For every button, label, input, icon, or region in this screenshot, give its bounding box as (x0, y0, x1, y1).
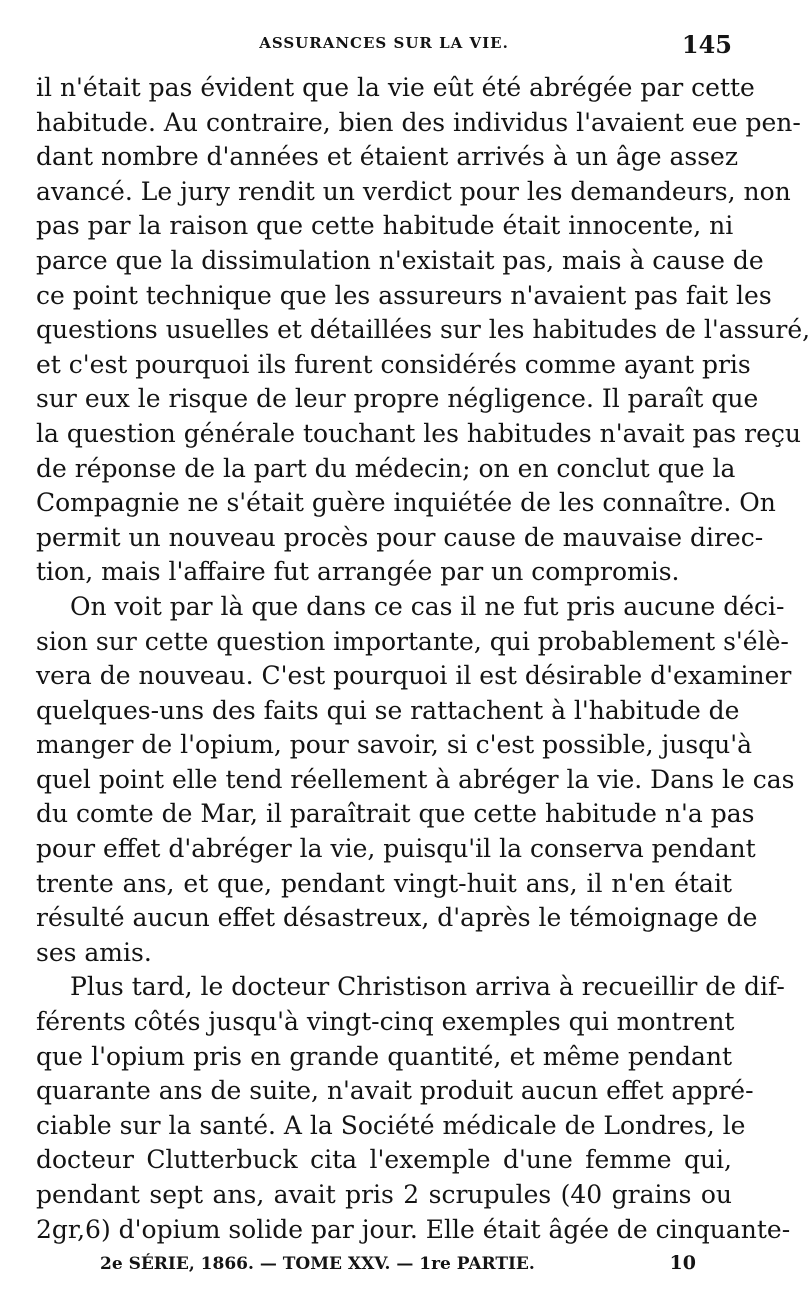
text-line: 2gr,6) d'opium solide par jour. Elle était âgée de cinquante- (36, 1214, 791, 1244)
text-line: que l'opium pris en grande quantité, et même pendant (36, 1041, 732, 1071)
text-line: et c'est pourquoi ils furent considérés comme ayant pris (36, 349, 751, 379)
text-line: Compagnie ne s'était guère inquiétée de les connaître. On (36, 488, 776, 518)
text-line: Plus tard, le docteur Christison arriva à recueillir de dif- (70, 972, 785, 1002)
text-line: quarante ans de suite, n'avait produit aucun effet appré- (36, 1076, 754, 1106)
running-title: ASSURANCES SUR LA VIE. (259, 34, 509, 52)
sheet-number: 10 (669, 1252, 696, 1274)
text-line: la question générale touchant les habitudes n'avait pas reçu (36, 418, 802, 448)
text-line: questions usuelles et détaillées sur les habitudes de l'assuré, (36, 315, 810, 345)
text-line: ses amis. (36, 937, 152, 967)
text-line: férents côtés jusqu'à vingt-cinq exemples qui montrent (36, 1007, 735, 1037)
text-line: habitude. Au contraire, bien des individus l'avaient eue pen- (36, 107, 801, 137)
page-footer (36, 1250, 732, 1280)
text-line: sur eux le risque de leur propre négligence. Il paraît que (36, 384, 759, 414)
text-line: vera de nouveau. C'est pourquoi il est désirable d'examiner (36, 661, 792, 691)
text-line: il n'était pas évident que la vie eût été abrégée par cette (36, 73, 755, 102)
text-line: dant nombre d'années et étaient arrivés à un âge assez (36, 142, 739, 172)
text-line: du comte de Mar, il paraîtrait que cette habitude n'a pas (36, 799, 755, 829)
text-line: On voit par là que dans ce cas il ne fut pris aucune déci- (70, 591, 785, 621)
text-line: avancé. Le jury rendit un verdict pour les demandeurs, non (36, 176, 791, 206)
text-line: résulté aucun effet désastreux, d'après le témoignage de (36, 903, 758, 933)
text-line: pour effet d'abréger la vie, puisqu'il la conserva pendant (36, 834, 756, 864)
text-line: permit un nouveau procès pour cause de mauvaise direc- (36, 522, 764, 552)
text-line: docteur Clutterbuck cita l'exemple d'une femme qui, (36, 1145, 732, 1175)
text-line: manger de l'opium, pour savoir, si c'est possible, jusqu'à (36, 730, 753, 760)
page-number: 145 (681, 30, 732, 59)
printer-signature: 2e SÉRIE, 1866. — TOME XXV. — 1re PARTIE. (100, 1254, 535, 1274)
text-line: parce que la dissimulation n'existait pas, mais à cause de (36, 245, 764, 275)
text-line: pas par la raison que cette habitude était innocente, ni (36, 211, 734, 241)
text-line: quelques-uns des faits qui se rattachent à l'habitude de (36, 695, 740, 725)
text-line: de réponse de la part du médecin; on en conclut que la (36, 453, 736, 483)
body-text (36, 71, 810, 1247)
text-line: sion sur cette question importante, qui probablement s'élè- (36, 626, 789, 656)
text-line: pendant sept ans, avait pris 2 scrupules (40 grains ou (36, 1180, 732, 1209)
running-header (36, 30, 732, 66)
text-line: quel point elle tend réellement à abréger la vie. Dans le cas (36, 764, 795, 794)
text-line: ce point technique que les assureurs n'avaient pas fait les (36, 280, 772, 310)
text-line: ciable sur la santé. A la Société médicale de Londres, le (36, 1110, 746, 1140)
text-line: trente ans, et que, pendant vingt-huit ans, il n'en était (36, 868, 732, 898)
text-line: tion, mais l'affaire fut arrangée par un compromis. (36, 557, 680, 587)
